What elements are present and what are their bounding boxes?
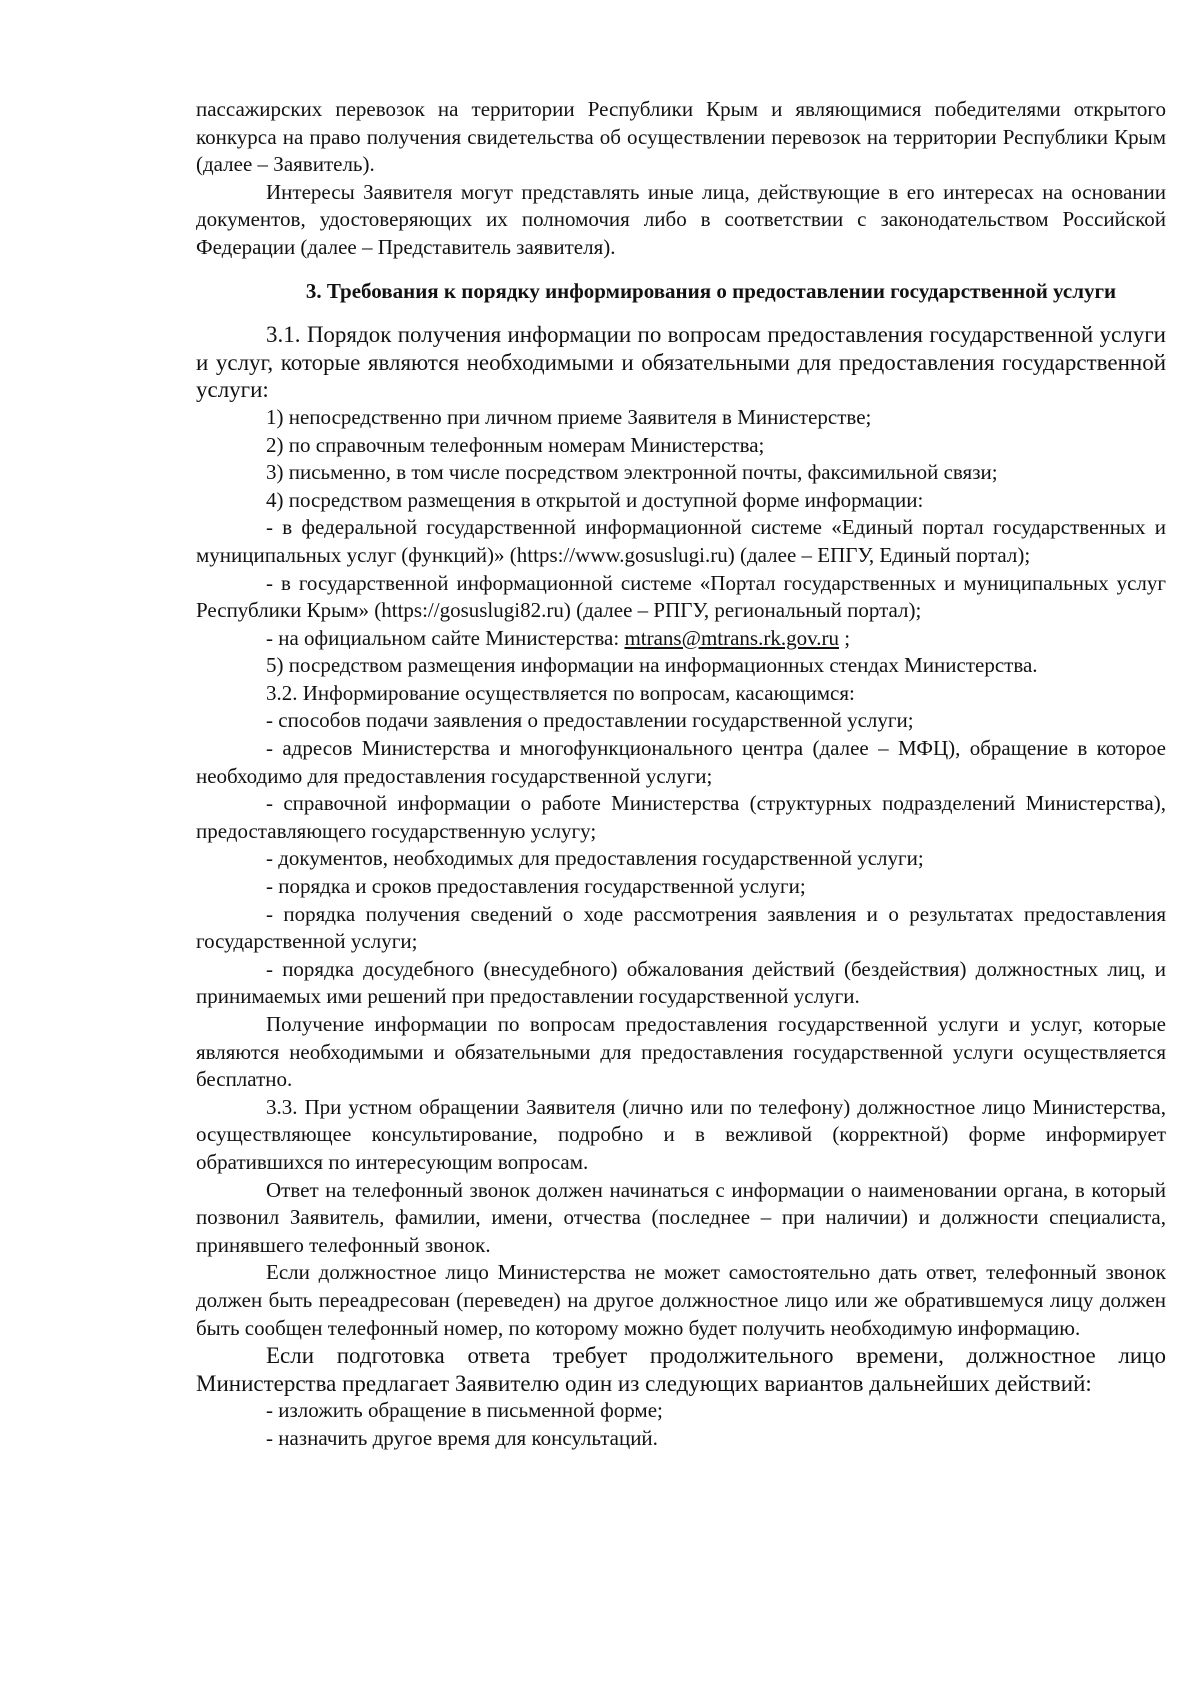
option-item: - изложить обращение в письменной форме; bbox=[266, 1398, 663, 1423]
document-page bbox=[196, 96, 1166, 1453]
option-item: - назначить другое время для консультаций. bbox=[266, 1425, 658, 1450]
phone-answer-paragraph: Ответ на телефонный звонок должен начинаться с информации о наименовании органа, в который позвонил Заявитель, фамилии, имени, отчества (последнее – при наличии) и должности специалиста, принявшего телефонный звонок. bbox=[196, 1177, 1166, 1257]
paragraph-3-1: 3.1. Порядок получения информации по вопросам предоставления государственной услуги и услуг, которые являются необходимыми и обязательными для предоставления государственной услуги: bbox=[196, 322, 1166, 403]
topic-item: - порядка и сроков предоставления государственной услуги; bbox=[266, 874, 806, 899]
bullet-epgu: - в федеральной государственной информационной системе «Единый портал государственных и муниципальных услуг (функций)» (https://www.gosuslugi.ru) (далее – ЕПГУ, Единый портал); bbox=[196, 515, 1166, 567]
topic-item: - адресов Министерства и многофункционального центра (далее – МФЦ), обращение в которое необходимо для предоставления государственной услуги; bbox=[196, 736, 1166, 788]
topic-item: - справочной информации о работе Министерства (структурных подразделений Министерства), предоставляющего государственную услугу; bbox=[196, 791, 1166, 843]
bullet-rpgu: - в государственной информационной системе «Портал государственных и муниципальных услуг Республики Крым» (https://gosuslugi82.ru) (далее – РПГУ, региональный портал); bbox=[196, 570, 1166, 623]
paragraph-3-3: 3.3. При устном обращении Заявителя (лично или по телефону) должностное лицо Министерства, осуществляющее консультирование, подробно и в вежливой (корректной) форме информирует обратившихся по интересующим вопросам. bbox=[196, 1094, 1166, 1174]
paragraph-3-2: 3.2. Информирование осуществляется по вопросам, касающимся: bbox=[266, 680, 855, 705]
list-item-5: 5) посредством размещения информации на информационных стендах Министерства. bbox=[266, 653, 1038, 678]
list-item-4: 4) посредством размещения в открытой и доступной форме информации: bbox=[266, 487, 924, 512]
official-site-link[interactable]: mtrans@mtrans.rk.gov.ru bbox=[624, 625, 839, 650]
redirect-paragraph: Если должностное лицо Министерства не может самостоятельно дать ответ, телефонный звонок должен быть переадресован (переведен) на другое должностное лицо или же обратившемуся лицу должен быть сообщен телефонный номер, по которому можно будет получить необходимую информацию. bbox=[196, 1260, 1166, 1340]
long-prep-paragraph: Если подготовка ответа требует продолжительного времени, должностное лицо Министерства предлагает Заявителю один из следующих вариантов дальнейших действий: bbox=[196, 1343, 1166, 1396]
list-item-1: 1) непосредственно при личном приеме Заявителя в Министерстве; bbox=[266, 404, 872, 429]
section-heading: 3. Требования к порядку информирования о предоставлении государственной услуги bbox=[305, 278, 1117, 303]
bullet-official-site bbox=[196, 625, 1166, 653]
topic-item: - порядка получения сведений о ходе рассмотрения заявления и о результатах предоставления государственной услуги; bbox=[196, 901, 1166, 954]
topic-item: - способов подачи заявления о предоставлении государственной услуги; bbox=[266, 708, 914, 733]
list-item-3: 3) письменно, в том числе посредством электронной почты, факсимильной связи; bbox=[266, 460, 998, 485]
topic-item: - порядка досудебного (внесудебного) обжалования действий (бездействия) должностных лиц, и принимаемых ими решений при предоставлении государственной услуги. bbox=[196, 956, 1166, 1009]
intro-paragraph-1: пассажирских перевозок на территории Республики Крым и являющимися победителями открытого конкурса на право получения свидетельства об осуществлении перевозок на территории Республики Крым (далее – Заявитель). bbox=[196, 97, 1166, 177]
intro-paragraph-2: Интересы Заявителя могут представлять иные лица, действующие в его интересах на основании документов, удостоверяющих их полномочия либо в соответствии с законодательством Российской Федерации (далее – Представитель заявителя). bbox=[196, 179, 1166, 259]
free-info-paragraph: Получение информации по вопросам предоставления государственной услуги и услуг, которые являются необходимыми и обязательными для предоставления государственной услуги осуществляется бесплатно. bbox=[196, 1012, 1166, 1092]
bullet-site-prefix: - на официальном сайте Министерства: bbox=[266, 625, 625, 650]
bullet-site-suffix: ; bbox=[838, 625, 851, 650]
topic-item: - документов, необходимых для предоставления государственной услуги; bbox=[266, 846, 924, 871]
list-item-2: 2) по справочным телефонным номерам Министерства; bbox=[266, 432, 765, 457]
